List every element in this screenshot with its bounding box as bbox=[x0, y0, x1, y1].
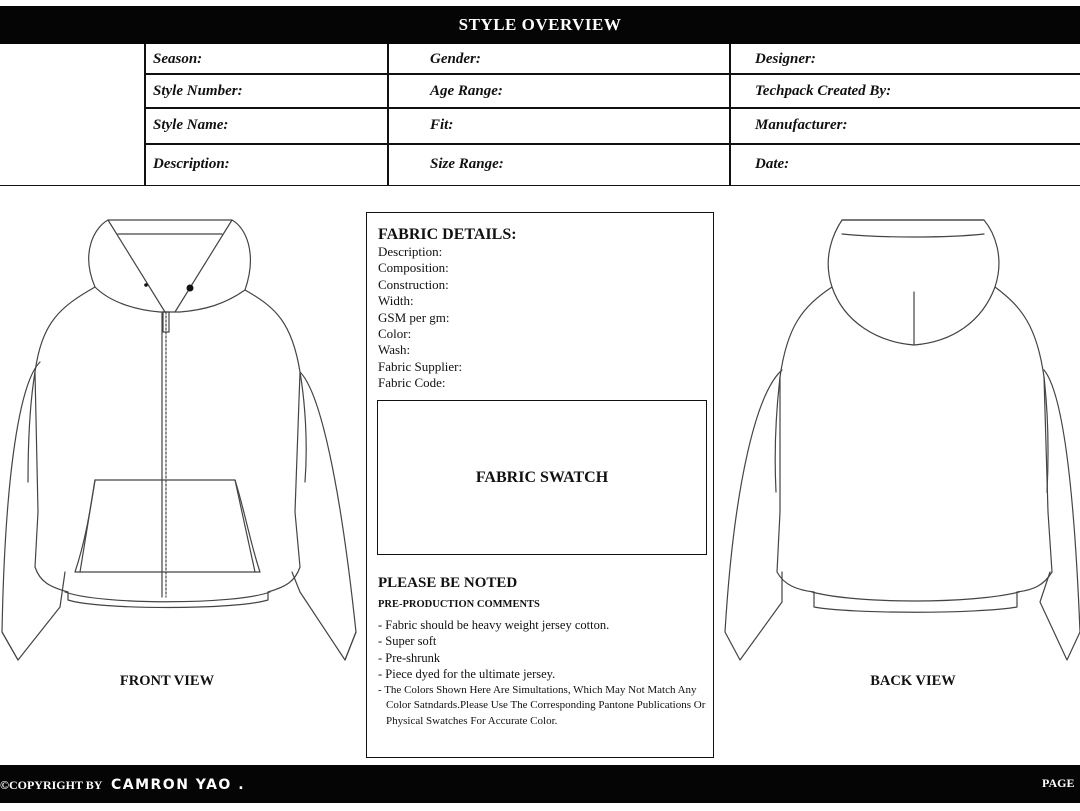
table-divider bbox=[144, 73, 1080, 75]
page-title: STYLE OVERVIEW bbox=[458, 15, 622, 34]
fabric-swatch-box bbox=[377, 400, 707, 555]
fabric-supplier-field: Fabric Supplier: bbox=[378, 358, 463, 374]
back-view-label: BACK VIEW bbox=[870, 673, 956, 689]
style-info-table bbox=[0, 44, 1080, 186]
pre-production-comments-title: PRE-PRODUCTION COMMENTS bbox=[378, 599, 540, 610]
season-field: Season: bbox=[153, 51, 203, 67]
footer-bar bbox=[0, 765, 1080, 803]
fabric-details-title: FABRIC DETAILS: bbox=[378, 226, 517, 243]
front-view-hoodie-drawing bbox=[0, 212, 360, 667]
fabric-swatch-label: FABRIC SWATCH bbox=[475, 468, 609, 486]
date-field: Date: bbox=[755, 156, 790, 172]
table-divider bbox=[144, 44, 146, 185]
comment-item: - Fabric should be heavy weight jersey cotton. bbox=[378, 618, 610, 632]
manufacturer-field: Manufacturer: bbox=[755, 117, 848, 133]
age-range-field: Age Range: bbox=[430, 83, 503, 99]
back-view-hoodie-drawing bbox=[722, 212, 1080, 667]
comments-list bbox=[378, 617, 712, 729]
fabric-code-field: Fabric Code: bbox=[378, 375, 446, 391]
fabric-fields-list bbox=[378, 244, 462, 392]
copyright-prefix: ©COPYRIGHT BY bbox=[0, 778, 102, 792]
comment-item: - Pre-shrunk bbox=[378, 650, 441, 665]
fabric-composition-field: Composition: bbox=[378, 260, 449, 276]
fabric-width-field: Width: bbox=[378, 293, 414, 309]
fabric-gsm-field: GSM per gm: bbox=[378, 309, 450, 325]
front-view-label: FRONT VIEW bbox=[119, 673, 215, 689]
fabric-color-field: Color: bbox=[378, 326, 412, 342]
techpack-created-by-field: Techpack Created By: bbox=[755, 83, 892, 99]
designer-name: CAMRON YAO . bbox=[110, 777, 246, 793]
style-number-field: Style Number: bbox=[153, 83, 243, 99]
color-disclaimer: - The Colors Shown Here Are Simultations, Which May Not Match Any Color Satndards.Please Use The Corresponding Pantone Publications Or Physical Swatches For Accurate Color. bbox=[378, 683, 706, 727]
table-divider bbox=[387, 44, 389, 185]
fabric-details-panel bbox=[366, 212, 714, 758]
copyright-text bbox=[0, 777, 245, 793]
table-divider bbox=[144, 107, 1080, 109]
style-name-field: Style Name: bbox=[153, 117, 229, 133]
table-divider bbox=[729, 44, 731, 185]
page-number-label: PAGE bbox=[1042, 776, 1075, 790]
size-range-field: Size Range: bbox=[430, 156, 504, 172]
fabric-description-field: Description: bbox=[378, 244, 443, 259]
fabric-construction-field: Construction: bbox=[378, 276, 449, 292]
fit-field: Fit: bbox=[430, 117, 454, 133]
gender-field: Gender: bbox=[430, 51, 481, 67]
notes-title: PLEASE BE NOTED bbox=[378, 575, 518, 591]
description-field: Description: bbox=[153, 156, 230, 172]
designer-field: Designer: bbox=[755, 51, 816, 67]
comment-item: - Piece dyed for the ultimate jersey. bbox=[378, 667, 556, 682]
table-divider bbox=[144, 143, 1080, 145]
comment-item: - Super soft bbox=[378, 634, 437, 649]
fabric-wash-field: Wash: bbox=[378, 342, 411, 358]
style-overview-header bbox=[0, 6, 1080, 44]
